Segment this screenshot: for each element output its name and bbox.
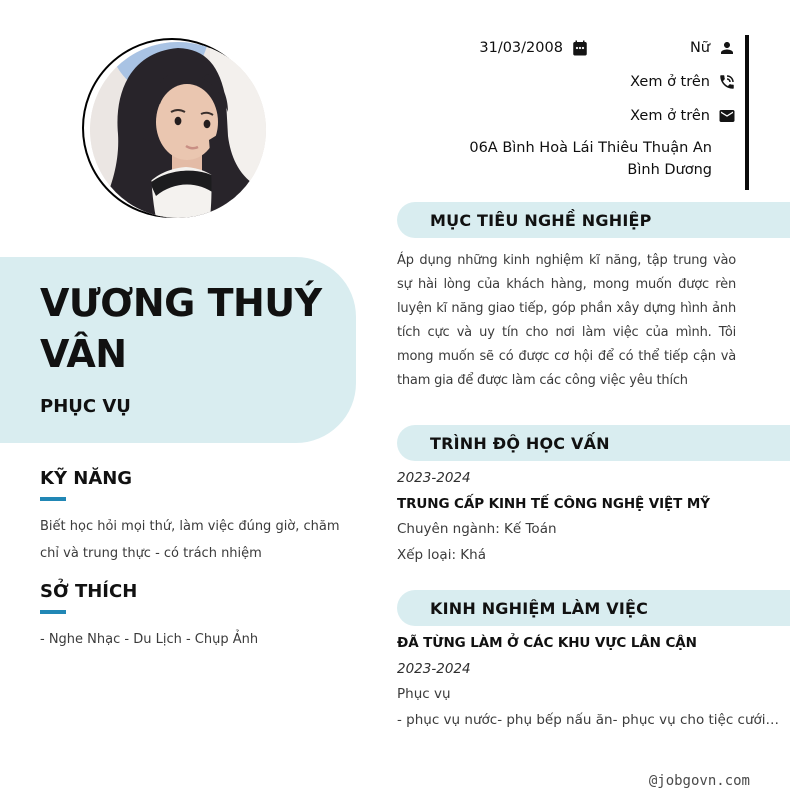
phone-icon: [718, 73, 736, 91]
profile-photo: [90, 42, 266, 218]
name-banner: [0, 257, 356, 443]
candidate-name: VƯƠNG THUÝ VÂN: [40, 281, 322, 376]
address-value: 06A Bình Hoà Lái Thiêu Thuận An Bình Dương: [469, 140, 712, 178]
experience-period: 2023-2024: [397, 660, 471, 677]
education-school: TRUNG CẤP KINH TẾ CÔNG NGHỆ VIỆT MỸ: [397, 495, 710, 512]
email-icon: [718, 107, 736, 125]
education-major: Chuyên ngành: Kế Toán: [397, 521, 557, 537]
contact-divider-bar: [745, 35, 749, 190]
calendar-icon: [571, 39, 589, 57]
skills-heading: KỸ NĂNG: [40, 468, 133, 489]
candidate-job-title: PHỤC VỤ: [40, 396, 131, 417]
experience-details: [397, 631, 790, 733]
gender-value: Nữ: [689, 40, 710, 56]
objective-header: [397, 202, 790, 238]
experience-role: Phục vụ: [397, 686, 451, 702]
contact-row-phone: [400, 69, 736, 95]
skills-text: Biết học hỏi mọi thứ, làm việc đúng giờ, chăm chỉ và trung thực - có trách nhiệm: [40, 519, 340, 561]
education-heading: TRÌNH ĐỘ HỌC VẤN: [430, 433, 610, 453]
profile-photo-illustration: [90, 42, 266, 218]
objective-heading: MỤC TIÊU NGHỀ NGHIỆP: [430, 210, 652, 230]
hobbies-text: - Nghe Nhạc - Du Lịch - Chụp Ảnh: [40, 632, 259, 647]
hobbies-heading: SỞ THÍCH: [40, 581, 138, 602]
phone-value: Xem ở trên: [630, 74, 710, 90]
skills-section: [40, 468, 360, 567]
site-watermark: @jobgovn.com: [648, 773, 750, 789]
person-icon: [718, 39, 736, 57]
hobbies-underline: [40, 610, 66, 614]
dob-field: [479, 39, 589, 57]
education-header: [397, 425, 790, 461]
experience-employer: ĐÃ TỪNG LÀM Ở CÁC KHU VỰC LÂN CẬN: [397, 635, 697, 651]
gender-field: [690, 39, 736, 57]
skills-underline: [40, 497, 66, 501]
objective-body: Áp dụng những kinh nghiệm kĩ năng, tập trung vào sự hài lòng của khách hàng, mong muốn được rèn luyện kĩ năng giao tiếp, góp phần xây dựng hình ảnh tích cực và uy tín cho nơi làm việc của mình. Tôi mong muốn sẽ có được cơ hội để có thể tiếp cận và tham gia để được làm các công việc yêu thích: [397, 253, 736, 388]
dob-value: 31/03/2008: [479, 40, 563, 56]
hobbies-section: [40, 581, 360, 653]
contact-info: [400, 35, 736, 181]
education-period: 2023-2024: [397, 470, 471, 486]
experience-header: [397, 590, 790, 626]
education-grade: Xếp loại: Khá: [397, 546, 486, 563]
education-details: [397, 466, 790, 568]
contact-row-email: [400, 103, 736, 129]
email-value: Xem ở trên: [630, 108, 710, 124]
experience-heading: KINH NGHIỆM LÀM VIỆC: [430, 598, 649, 618]
experience-detail: - phục vụ nước- phụ bếp nấu ăn- phục vụ cho tiệc cưới…: [397, 711, 780, 728]
contact-row-dob-gender: [400, 35, 736, 61]
